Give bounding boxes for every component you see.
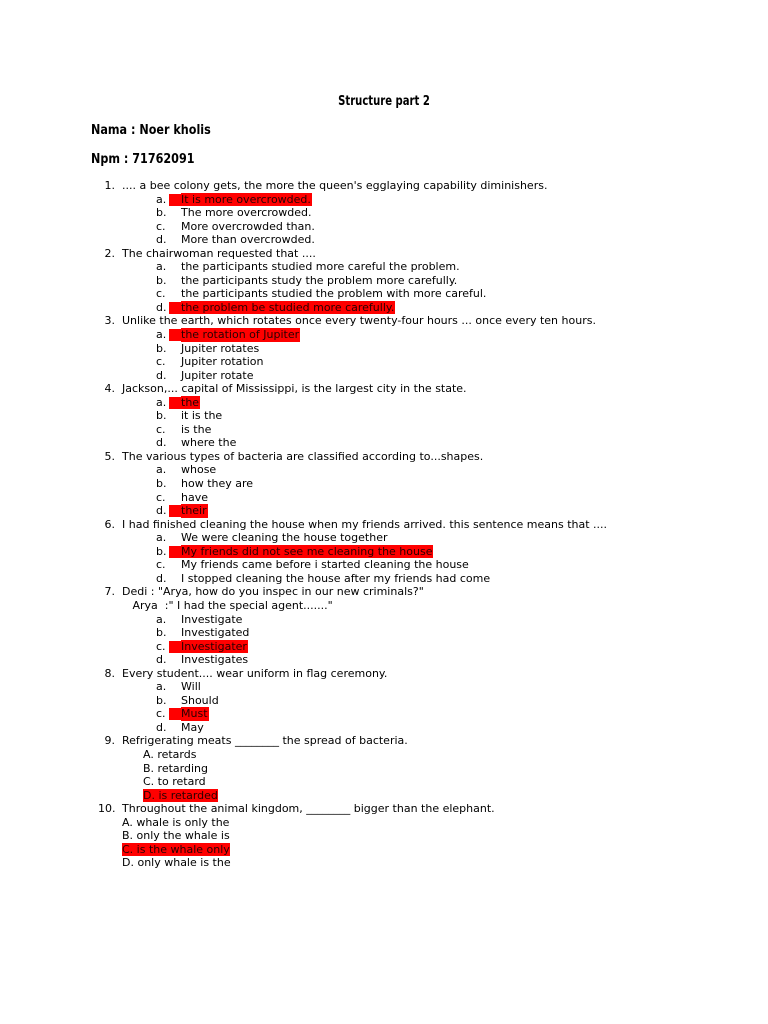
selected-answer: the rotation of Jupiter [181, 328, 300, 342]
option-text: The more overcrowded. [181, 206, 312, 220]
option-text: I stopped cleaning the house after my friends had come [181, 571, 491, 585]
question-text: Every student.... wear uniform in flag ceremony. [122, 666, 388, 680]
selected-answer: C. is the whale only [122, 842, 230, 856]
question-list [0, 179, 768, 870]
option-item [0, 572, 768, 586]
question-number: 5. [104, 449, 115, 463]
option-letter: b. [156, 341, 167, 355]
question-text: Refrigerating meats ________ the spread of bacteria. [122, 734, 408, 748]
question-number: 1. [104, 179, 115, 192]
answer-highlight-marker [169, 641, 181, 653]
option-item [0, 856, 768, 870]
question-text: .... a bee colony gets, the more the queen's egglaying capability diminishers. [122, 179, 548, 192]
question-text: Unlike the earth, which rotates once every twenty-four hours ... once every ten hours. [122, 314, 596, 328]
question-number: 8. [104, 666, 115, 680]
option-letter: a. [156, 680, 167, 694]
option-text: is the [181, 422, 212, 436]
student-name: Nama : Noer kholis [91, 123, 211, 138]
answer-highlight-marker [169, 329, 181, 341]
option-item [0, 680, 768, 694]
option-letter: b. [156, 693, 167, 707]
option-letter: a. [156, 260, 167, 274]
option-item [0, 694, 768, 708]
option-letter: b. [156, 544, 167, 558]
option-item [0, 829, 768, 843]
option-letter: a. [156, 612, 167, 626]
option-letter: b. [156, 409, 167, 423]
option-text: D. only whale is the [122, 856, 231, 870]
option-text: Investigated [181, 626, 250, 640]
selected-answer: D. is retarded [143, 788, 218, 802]
option-item [0, 342, 768, 356]
option-letter: c. [156, 490, 166, 504]
option-text: Should [181, 693, 219, 707]
option-text: Investigates [181, 653, 249, 667]
option-item [0, 491, 768, 505]
question-item [0, 179, 768, 193]
selected-answer: the problem be studied more carefully. [181, 300, 395, 314]
question-item [0, 802, 768, 816]
option-text: More overcrowded than. [181, 219, 315, 233]
option-item [0, 463, 768, 477]
option-letter: c. [156, 355, 166, 369]
question-number: 10. [98, 802, 116, 816]
option-letter: b. [156, 273, 167, 287]
option-letter: d. [156, 436, 167, 450]
option-text: May [181, 720, 204, 734]
option-item [0, 233, 768, 247]
option-letter: c. [156, 639, 166, 653]
option-item [0, 355, 768, 369]
answer-highlight-marker [169, 708, 181, 720]
option-letter: c. [156, 219, 166, 233]
question-text-continued: Arya :" I had the special agent......." [122, 598, 333, 612]
option-letter: d. [156, 233, 167, 247]
option-item [0, 816, 768, 830]
question-number: 7. [104, 585, 115, 599]
question-number: 3. [104, 314, 115, 328]
answer-highlight-marker [169, 505, 181, 517]
option-text: whose [181, 463, 217, 477]
option-letter: a. [156, 463, 167, 477]
question-number: 6. [104, 517, 115, 531]
option-item [0, 545, 768, 559]
question-number: 9. [104, 734, 115, 748]
question-text: The various types of bacteria are classified according to...shapes. [122, 449, 484, 463]
option-item [0, 558, 768, 572]
question-text: I had finished cleaning the house when my friends arrived. this sentence means that .... [122, 517, 608, 531]
option-letter: c. [156, 707, 166, 721]
question-text: Jackson,... capital of Mississippi, is the largest city in the state. [122, 382, 467, 396]
option-letter: d. [156, 720, 167, 734]
option-letter: a. [156, 531, 167, 545]
option-text: Jupiter rotation [181, 355, 264, 369]
option-item [0, 775, 768, 789]
option-letter: b. [156, 626, 167, 640]
option-text: Jupiter rotate [181, 368, 254, 382]
option-letter: d. [156, 571, 167, 585]
option-text: B. only the whale is [122, 829, 230, 843]
option-item [0, 220, 768, 234]
question-item [0, 382, 768, 396]
option-item [0, 287, 768, 301]
option-text: More than overcrowded. [181, 233, 315, 247]
option-item [0, 260, 768, 274]
question-item [0, 314, 768, 328]
option-item [0, 423, 768, 437]
option-item [0, 613, 768, 627]
option-text: A. retards [143, 747, 197, 761]
question-item [0, 450, 768, 464]
option-letter: d. [156, 300, 167, 314]
selected-answer: their [181, 504, 207, 518]
option-text: We were cleaning the house together [181, 531, 388, 545]
option-item [0, 396, 768, 410]
option-letter: d. [156, 504, 167, 518]
option-item [0, 193, 768, 207]
option-letter: c. [156, 558, 166, 572]
option-text: the participants study the problem more carefully. [181, 273, 458, 287]
option-item [0, 626, 768, 640]
option-item [0, 762, 768, 776]
option-item [0, 721, 768, 735]
question-text: Throughout the animal kingdom, ________ bigger than the elephant. [122, 802, 495, 816]
option-letter: d. [156, 368, 167, 382]
document-title: Structure part 2 [338, 94, 430, 109]
option-item [0, 436, 768, 450]
option-letter: a. [156, 328, 167, 342]
option-text: Jupiter rotates [181, 341, 260, 355]
option-letter: a. [156, 395, 167, 409]
option-letter: b. [156, 206, 167, 220]
option-text: Will [181, 680, 201, 694]
option-text: C. to retard [143, 775, 206, 789]
option-text: how they are [181, 477, 254, 491]
answer-highlight-marker [169, 194, 181, 206]
option-text: My friends came before i started cleaning the house [181, 558, 469, 572]
question-text: Dedi : "Arya, how do you inspec in our new criminals?" [122, 585, 424, 599]
selected-answer: It is more overcrowded. [181, 192, 311, 206]
option-letter: c. [156, 287, 166, 301]
option-text: the participants studied more careful the problem. [181, 260, 460, 274]
question-number: 4. [104, 382, 115, 396]
option-item [0, 789, 768, 803]
answer-highlight-marker [169, 397, 181, 409]
question-item [0, 585, 768, 599]
option-item [0, 531, 768, 545]
option-text: A. whale is only the [122, 815, 230, 829]
answer-highlight-marker [169, 546, 181, 558]
option-item [0, 369, 768, 383]
student-npm: Npm : 71762091 [91, 152, 195, 167]
answer-highlight-marker [169, 302, 181, 314]
option-letter: b. [156, 477, 167, 491]
option-item [0, 301, 768, 315]
question-number: 2. [104, 246, 115, 260]
option-text: the participants studied the problem with more careful. [181, 287, 487, 301]
question-item [0, 247, 768, 261]
selected-answer: My friends did not see me cleaning the house [181, 544, 433, 558]
option-letter: a. [156, 192, 167, 206]
option-text: have [181, 490, 208, 504]
option-item [0, 477, 768, 491]
question-text: The chairwoman requested that .... [122, 246, 316, 260]
option-text: B. retarding [143, 761, 208, 775]
option-letter: d. [156, 653, 167, 667]
option-item [0, 328, 768, 342]
option-item [0, 409, 768, 423]
question-item [0, 734, 768, 748]
option-item [0, 843, 768, 857]
option-item [0, 206, 768, 220]
option-item [0, 707, 768, 721]
option-item [0, 504, 768, 518]
option-text: it is the [181, 409, 223, 423]
question-item [0, 667, 768, 681]
question-item [0, 518, 768, 532]
selected-answer: Investigater [181, 639, 247, 653]
option-item [0, 653, 768, 667]
option-item [0, 640, 768, 654]
option-item [0, 748, 768, 762]
question-line [0, 599, 768, 613]
option-text: Investigate [181, 612, 243, 626]
selected-answer: the [181, 395, 200, 409]
option-item [0, 274, 768, 288]
option-letter: c. [156, 422, 166, 436]
selected-answer: Must [181, 707, 208, 721]
option-text: where the [181, 436, 237, 450]
